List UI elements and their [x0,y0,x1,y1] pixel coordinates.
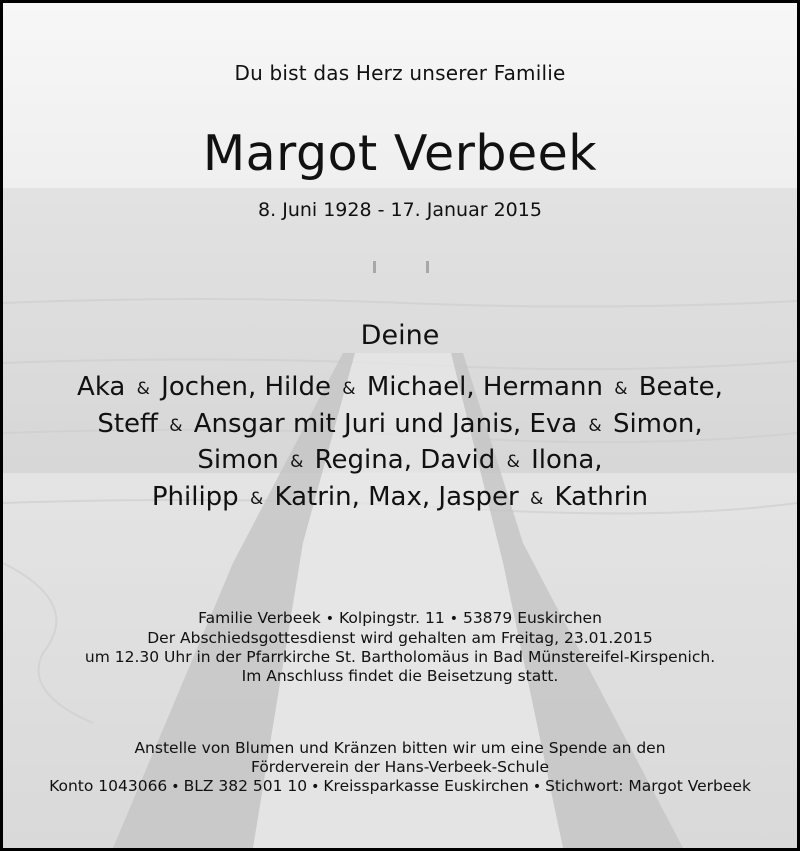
ampersand: & [588,415,602,436]
ampersand: & [290,452,304,472]
ampersand: & [136,379,150,399]
family-names: Ansgar mit Juri und Janis, Eva [193,408,578,439]
family-names: Ilona, [531,445,603,475]
bank-details: Konto 1043066 • BLZ 382 501 10 • Kreissparkasse Euskirchen • Stichwort: Margot Verbeek [49,777,751,795]
separator-dot: • [449,611,458,627]
donation-line-2: Förderverein der Hans-Verbeek-Schule [250,758,550,776]
family-names: Jochen, Hilde [161,372,332,402]
family-names: Beate, [638,372,723,402]
family-line-1 [3,370,797,407]
deceased-name: Margot Verbeek [202,125,598,182]
family-names: Katrin, Max, Jasper [274,481,519,512]
family-list [3,370,797,516]
family-line-3 [3,443,797,480]
separator-dot: • [325,611,335,627]
separator-dot: • [311,779,320,795]
family-address: Familie Verbeek • Kolpingstr. 11 • 53879 Euskirchen [198,609,602,627]
ampersand: & [169,415,183,436]
life-dates: 8. Juni 1928 - 17. Januar 2015 [258,199,542,221]
family-names: Simon, [612,408,703,439]
ampersand: & [614,379,628,399]
family-names: Kathrin [554,481,649,512]
family-names: Regina, David [314,445,496,475]
service-line-1: Der Abschiedsgottesdienst wird gehalten am Freitag, 23.01.2015 [147,629,653,647]
family-names: Simon [197,445,279,475]
family-line-4 [3,480,797,517]
ampersand: & [506,452,520,472]
family-names: Steff [97,408,158,439]
deine-label: Deine [360,320,440,351]
donation-line-1: Anstelle von Blumen und Kränzen bitten wir um eine Spende an den [134,739,666,757]
ampersand: & [342,379,356,399]
family-names: Aka [77,372,126,402]
motto: Du bist das Herz unserer Familie [234,61,566,85]
family-line-2 [3,407,797,444]
separator-dot: • [171,779,180,795]
ampersand: & [530,488,544,509]
donation-info [3,739,797,797]
service-line-3: Im Anschluss findet die Beisetzung statt. [241,667,559,685]
separator-dot: • [532,779,542,795]
service-line-2: um 12.30 Uhr in der Pfarrkirche St. Bartholomäus in Bad Münstereifel-Kirspenich. [84,648,716,666]
service-info [3,609,797,686]
family-names: Michael, Hermann [366,372,603,402]
family-names: Philipp [151,481,239,512]
ampersand: & [249,488,264,509]
